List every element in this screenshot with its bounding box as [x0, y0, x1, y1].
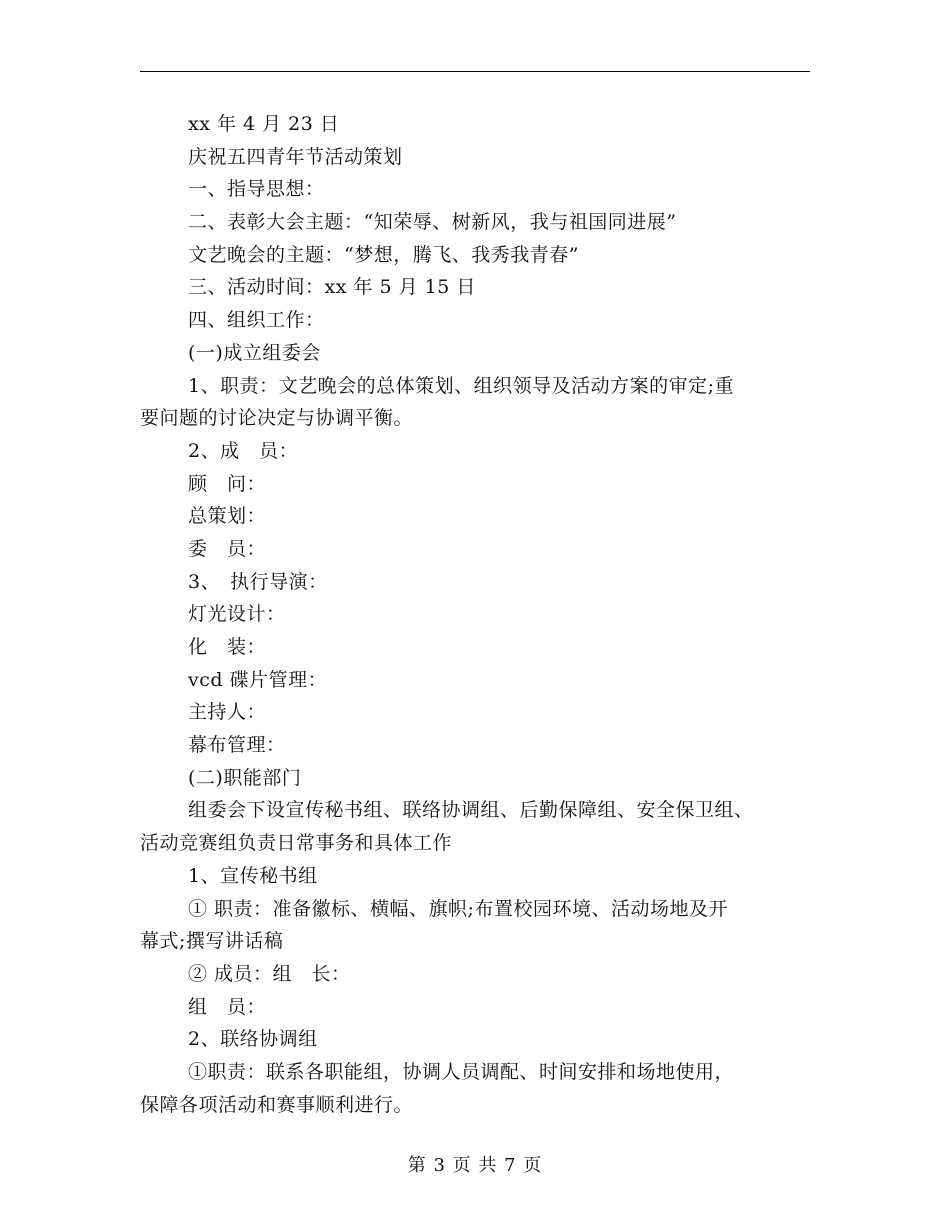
- date-line: xx 年 4 月 23 日: [188, 113, 340, 135]
- list-item: ② 成员：组 长：: [188, 962, 351, 985]
- list-item: 灯光设计：: [188, 603, 286, 626]
- header-rule: [140, 71, 810, 72]
- list-item: 1、宣传秘书组: [188, 864, 318, 887]
- list-item: 组 员：: [188, 995, 267, 1018]
- paragraph-line: 1、职责：文艺晚会的总体策划、组织领导及活动方案的审定;重: [188, 374, 734, 397]
- list-item: 幕布管理：: [188, 734, 286, 757]
- document-body: [140, 108, 810, 1121]
- paragraph-line: ① 职责：准备徽标、横幅、旗帜;布置校园环境、活动场地及开: [188, 897, 728, 920]
- list-item: 顾 问：: [188, 472, 267, 495]
- page-number: 第 3 页 共 7 页: [407, 1155, 543, 1176]
- paragraph-line: 文艺晚会的主题：“梦想，腾飞、我秀我青春”: [188, 243, 579, 266]
- paragraph-line: 活动竞赛组负责日常事务和具体工作: [140, 832, 453, 855]
- section-heading: 四、组织工作：: [188, 309, 325, 332]
- paragraph-line: 幕式;撰写讲话稿: [140, 930, 284, 953]
- list-item: 3、 执行导演：: [188, 570, 328, 593]
- list-item: 化 装：: [188, 636, 267, 658]
- paragraph-line: 组委会下设宣传秘书组、联络协调组、后勤保障组、安全保卫组、: [188, 799, 754, 822]
- section-heading: 一、指导思想：: [188, 178, 325, 201]
- section-heading: 三、活动时间：xx 年 5 月 15 日: [188, 276, 476, 299]
- paragraph-line: 保障各项活动和赛事顺利进行。: [140, 1093, 414, 1116]
- subsection-heading: (一)成立组委会: [188, 341, 321, 364]
- paragraph-line: 二、表彰大会主题：“知荣辱、树新风，我与祖国同进展”: [188, 211, 677, 234]
- list-item: 主持人：: [188, 701, 267, 724]
- list-item: 总策划：: [188, 505, 267, 528]
- paragraph-line: ①职责：联系各职能组，协调人员调配、时间安排和场地使用，: [188, 1060, 735, 1083]
- subsection-heading: (二)职能部门: [188, 766, 302, 789]
- list-item: 2、联络协调组: [188, 1028, 318, 1051]
- list-item: 委 员：: [188, 537, 267, 560]
- paragraph-line: 要问题的讨论决定与协调平衡。: [140, 407, 414, 430]
- document-title: 庆祝五四青年节活动策划: [188, 145, 403, 168]
- list-item: vcd 碟片管理：: [188, 668, 328, 691]
- list-item: 2、成 员：: [188, 439, 299, 462]
